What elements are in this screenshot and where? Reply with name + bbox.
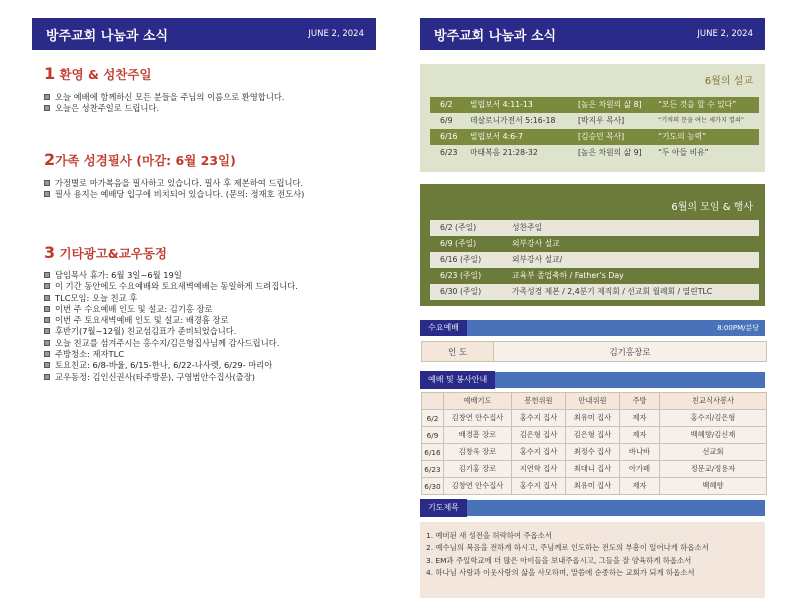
wednesday-table [421,341,767,362]
bullet-icon [44,340,50,346]
right-header [420,18,765,50]
sermon-row: 6/23 마태복음 21:28-32 [높은 차원의 삶 9] “두 아들 비유” [440,148,709,157]
bullet-icon [44,328,50,334]
table-row: 6/30 김창연 안수집사 홍수지 집사 최유미 집사 제자 백혜향 [422,478,767,495]
sermon-row: 6/2 빌립보서 4:11-13 [높은 차원의 삶 8] “모든 것을 할 수 있다” [430,97,759,113]
service-table [421,392,767,495]
list-item: 가정별로 마가복음을 필사하고 있습니다. 필사 후 제본하여 드립니다. [44,178,304,189]
list-item: 오늘 친교를 섬겨주시는 홍수지/김은형집사님께 감사드립니다. [44,338,298,349]
list-item: 이번 주 수요예배 인도 및 설교: 김기홍 장로 [44,304,298,315]
table-row [422,342,767,362]
list-item: 주방청소: 제자TLC [44,349,298,360]
section-1-title: 1 환영 & 성찬주일 [44,64,152,83]
event-row: 6/2 (주일) 성찬주일 [430,220,759,236]
table-header-row: 예배기도 봉헌위원 안내위원 주방 친교식사봉사 [422,393,767,410]
service-label: 예배 및 봉사안내 [420,371,495,389]
bullet-icon [44,295,50,301]
list-item: 후반기(7월~12월) 친교섬김표가 준비되었습니다. [44,326,298,337]
prayer-list [426,530,757,579]
bullet-icon [44,191,50,197]
bullet-icon [44,362,50,368]
event-row: 6/9 (주일) 외부강사 설교 [440,239,560,248]
sermon-row: 6/16 빌립보서 4:6-7 [김승민 목사] “기도의 능력” [430,129,759,145]
table-row: 6/2 김창연 안수집사 홍수지 집사 최유미 집사 제자 홍수지/김은형 [422,410,767,427]
event-row: 6/30 (주일) 가족성경 제본 / 2,4분기 제직회 / 선교회 월례회 / 열린TLC [430,284,759,300]
list-item: 토요친교: 6/8-바울, 6/15-한나, 6/22-나사렛, 6/29- 마리아 [44,360,298,371]
header-date: JUNE 2, 2024 [697,29,753,39]
table-row: 6/16 김창욱 장로 홍수지 집사 최정수 집사 바나바 선교회 [422,444,767,461]
service-bar [420,372,765,388]
table-row: 6/23 김기홍 장로 지연학 집사 최대니 집사 아가페 정문교/정용자 [422,461,767,478]
wednesday-time: 8:00PM/분당 [717,324,759,332]
section-3-title: 3 기타광고&교우동정 [44,243,167,262]
prayer-label: 기도제목 [420,499,467,517]
list-item: 담임목사 휴가: 6월 3일~6월 19일 [44,270,298,281]
header-title: 방주교회 나눔과 소식 [46,28,169,44]
bullet-icon [44,306,50,312]
right-page [396,0,792,612]
list-item: 오늘 예배에 함께하신 모든 분들을 주님의 이름으로 환영합니다. [44,92,285,103]
prayer-bar [420,500,765,516]
events-title: 6월의 모임 & 행사 [671,202,753,213]
list-item: 1. 예비된 새 성전을 허락하여 주옵소서 [426,531,552,540]
wednesday-label: 수요예배 [420,320,467,336]
list-item: 이 기간 동안에도 수요예배와 토요새벽예배는 동일하게 드려집니다. [44,281,298,292]
role-cell: 인 도 [422,342,494,362]
bullet-icon [44,94,50,100]
list-item: 교우동정: 김인신권사(타주방문), 구영범안수집사(출장) [44,372,298,383]
list-item: 오늘은 성찬주일로 드립니다. [44,103,285,114]
section-1-list [44,92,285,115]
events-box [420,184,765,306]
bullet-icon [44,283,50,289]
bullet-icon [44,317,50,323]
bullet-icon [44,105,50,111]
bullet-icon [44,180,50,186]
wednesday-bar [420,320,765,336]
left-header [32,18,376,50]
bullet-icon [44,351,50,357]
event-row: 6/16 (주일) 외부강사 설교/ [430,252,759,268]
leader-cell: 김기홍장로 [494,342,767,362]
sermon-title: 6월의 설교 [704,76,753,87]
sermon-row: 6/9 데살로니가전서 5:16-18 [박지우 목사] “기적의 문을 여는 세가지 열쇠” [440,116,745,125]
list-item: 3. EM과 주일학교에 더 많은 아이들을 보내주옵시고, 그들을 잘 양육하게 하옵소서 [426,555,692,565]
header-date: JUNE 2, 2024 [308,29,364,39]
list-item: 4. 하나님 사랑과 이웃사랑의 삶을 사모하며, 말씀에 순종하는 교회가 되게 하옵소서 [426,567,695,577]
sermon-box [420,64,765,172]
list-item: 2. 예수님의 복음을 전하게 하시고, 주님께로 인도하는 전도의 부흥이 일어나게 하옵소서 [426,543,709,553]
list-item: TLC모임: 오늘 친교 후 [44,293,298,304]
bullet-icon [44,374,50,380]
bullet-icon [44,272,50,278]
list-item: 필사 용지는 예배당 입구에 비치되어 있습니다. (문의: 정재호 전도사) [44,189,304,200]
list-item: 이번 주 토요새벽예배 인도 및 설교: 배경흠 장로 [44,315,298,326]
event-row: 6/23 (주일) 교육부 졸업축하 / Father’s Day [440,271,624,280]
header-title: 방주교회 나눔과 소식 [434,28,557,44]
section-2-list [44,178,304,201]
table-row: 6/9 배경흠 장로 김은형 집사 김은형 집사 제자 백혜향/김신재 [422,427,767,444]
prayer-box [420,522,765,598]
section-3-list [44,270,298,383]
section-2-title: 2가족 성경필사 (마감: 6월 23일) [44,150,236,169]
